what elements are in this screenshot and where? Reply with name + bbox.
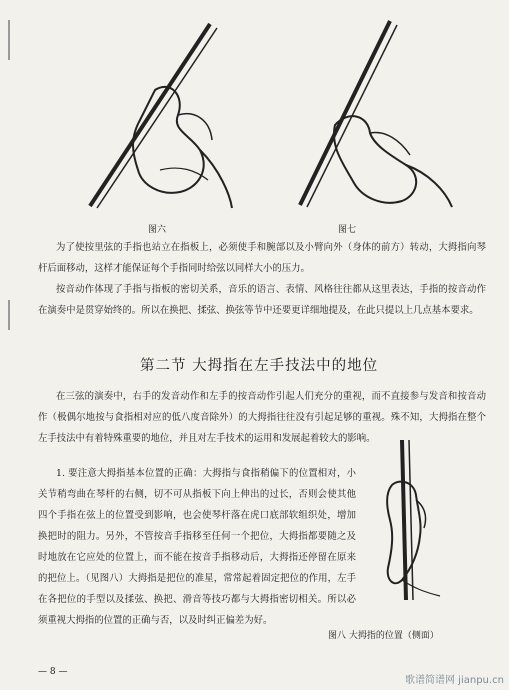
paragraph-4: 1. 要注意大拇指基本位置的正确：大拇指与食指稍偏下的位置相对，小关节稍弯曲在琴杆的右侧，切不可从指板下向上伸出的过长，否则会使其他四个手指在弦上的位置受到影响，也会使琴杆落在虎口底部软组织处，增加换把时的阻力。另外，不管按音手指移至任何一个把位，大拇指都要随之及时地放在它应处的位置上，而不能在按音手指移动后，大拇指还停留在原来的把位上。（见图八）大拇指是把位的准星，常常起着固定把位的作用，左手在各把位的手型以及揉弦、换把、滑音等技巧都与大拇指密切相关。所以必须重视大拇指的位置的正确与否，以及时纠正偏差为好。 — [38, 468, 356, 626]
figure-8-thumb-illustration — [362, 440, 470, 600]
paragraph-2: 按音动作体现了手指与指板的密切关系，音乐的语言、表情、风格往往都从这里表达，手指的按音动作在演奏中是贯穿始终的。所以在换把、揉弦、换弦等节中还要更详细地提及，在此只提以上几点基本要求。 — [38, 284, 486, 316]
figure-6-hand-illustration — [60, 20, 240, 210]
figure-7-hand-illustration — [280, 15, 460, 210]
figure-7-caption: 图七 — [338, 225, 357, 235]
figure-6-caption: 图六 — [148, 225, 167, 235]
scan-edge-mark — [8, 300, 10, 330]
figure-8-caption: 图八 大拇指的位置（侧面） — [328, 631, 439, 641]
paragraph-3: 在三弦的演奏中，右手的发音动作和左手的按音动作引起人们充分的重视，而不直接参与发音和按音动作（极偶尔地按与食指相对应的低八度音除外）的大拇指往往没有引起足够的重视。殊不知，大拇指在整个左手技法中有着特殊重要的地位，并且对左手技术的运用和发展起着较大的影响。 — [38, 391, 486, 444]
section-heading: 第二节 大拇指在左手技法中的地位 — [140, 358, 379, 374]
paragraph-1: 为了使按里弦的手指也站立在指板上，必须使手和腕部以及小臂向外（身体的前方）转动，大拇指向琴杆后面移动，这样才能保证每个手指同时给弦以同样大小的压力。 — [38, 242, 486, 274]
page-number: — 8 — — [38, 667, 68, 677]
watermark: 歌谱简谱网 jianpu.cn — [405, 675, 504, 686]
scan-edge-mark — [8, 20, 10, 60]
